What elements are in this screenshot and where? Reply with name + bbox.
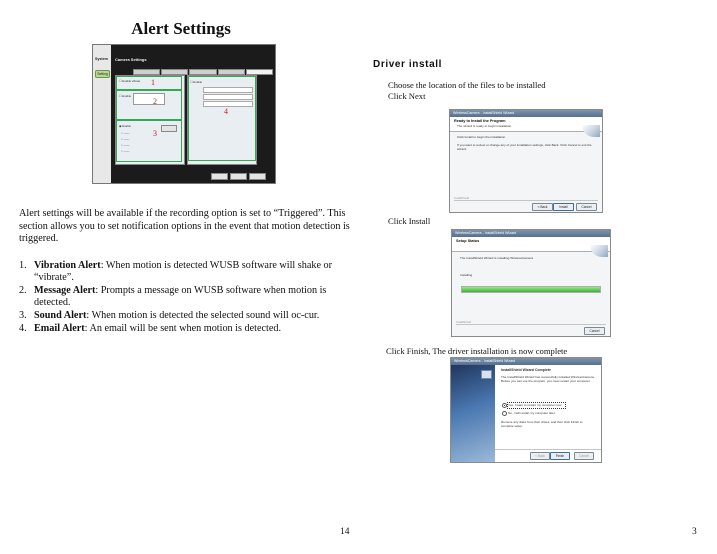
installer-complete-screenshot xyxy=(450,357,602,463)
title-bar xyxy=(450,110,602,117)
wizard-body-text: Click Install to begin the installation. xyxy=(457,135,507,139)
alert-list xyxy=(19,260,355,336)
cancel-button xyxy=(249,173,266,180)
wizard-side-graphic xyxy=(451,365,495,462)
restart-now-label: Yes, I want to restart my computer now. xyxy=(508,403,563,407)
marker-4: 4 xyxy=(224,107,228,116)
list-number: 3. xyxy=(19,310,27,321)
cancel-button: Cancel xyxy=(576,203,597,211)
restart-later-label: No, I will restart my computer later. xyxy=(508,411,556,415)
step3-text: Click Finish, The driver installation is now complete xyxy=(386,346,568,356)
installshield-label: InstallShield xyxy=(454,196,470,200)
alert-name: Sound Alert xyxy=(34,310,87,321)
wizard-body-text-2: If you want to review or change any of your installation settings, click Back. Click Cancel to exit the wizard. xyxy=(457,143,592,152)
window-title: WirelessCamera - InstallShield Wizard xyxy=(454,359,516,363)
install-progress-bar xyxy=(461,286,601,293)
wizard-header-subtitle: The wizard is ready to begin installation. xyxy=(457,124,513,128)
settings-sidebar xyxy=(93,45,111,183)
vibration-option: ☐ Enable vibrate xyxy=(119,79,141,83)
back-button: < Back xyxy=(532,203,553,211)
section-heading: Driver install xyxy=(373,59,442,70)
separator xyxy=(495,449,601,450)
wizard-header-title: Setup Status xyxy=(456,239,480,243)
complete-note: Remove any disks from their drives, and then click Finish to complete setup. xyxy=(501,420,583,429)
email-option: ☐ Enable xyxy=(190,80,202,84)
list-item xyxy=(19,260,355,284)
installing-label: Installing xyxy=(460,273,473,277)
sound-list-2: ○ ─── xyxy=(121,137,130,141)
list-number: 1. xyxy=(19,260,27,271)
window-title: WirelessCamera - InstallShield Wizard xyxy=(453,111,515,115)
wizard-header xyxy=(450,117,602,132)
computer-icon xyxy=(481,370,492,379)
camera-settings-screenshot xyxy=(92,44,276,184)
progress-fill xyxy=(462,287,600,292)
apply-button xyxy=(230,173,247,180)
setting-button: Setting xyxy=(95,70,110,78)
title-bar xyxy=(452,230,610,237)
marker-2: 2 xyxy=(153,97,157,106)
back-button: < Back xyxy=(530,452,550,460)
list-item xyxy=(19,310,355,322)
list-item xyxy=(19,285,355,309)
alert-desc: : When motion is detected the selected sound will oc-cur. xyxy=(86,310,320,321)
list-number: 2. xyxy=(19,285,27,296)
complete-body: The InstallShield Wizard has successfully installed WirelessCamera. Before you can use the program, you must restart your computer. xyxy=(501,375,595,384)
page-number-left: 14 xyxy=(340,527,350,537)
list-number: 4. xyxy=(19,323,27,334)
install-button: Install xyxy=(553,203,574,211)
installshield-label: InstallShield xyxy=(456,320,472,324)
alert-desc: : An email will be sent when motion is detected. xyxy=(84,323,282,334)
marker-1: 1 xyxy=(151,78,155,87)
alert-name: Message Alert xyxy=(34,285,96,296)
ok-button xyxy=(211,173,228,180)
camera-settings-title: Camera Settings xyxy=(115,57,147,62)
complete-title: InstallShield Wizard Complete xyxy=(501,368,551,372)
page-number-right: 3 xyxy=(692,527,697,537)
sound-list-3: ○ ─── xyxy=(121,143,130,147)
status-text: The InstallShield Wizard is installing WirelessCamera xyxy=(460,256,534,260)
alert-name: Vibration Alert xyxy=(34,260,101,271)
email-field-2 xyxy=(203,94,253,100)
marker-3: 3 xyxy=(153,129,157,138)
list-item xyxy=(19,323,355,335)
installer-status-screenshot xyxy=(451,229,611,337)
finish-button: Finish xyxy=(550,452,570,460)
separator xyxy=(456,324,606,325)
step1-line1: Choose the location of the files to be installed xyxy=(388,80,546,90)
message-textbox xyxy=(133,93,165,105)
sound-test-button xyxy=(161,125,177,132)
sound-list-4: ○ ─── xyxy=(121,149,130,153)
window-title: WirelessCamera - InstallShield Wizard xyxy=(455,231,517,235)
wizard-header-title: Ready to Install the Program xyxy=(454,119,506,123)
alert-desc: : When motion is detected WUSB software will shake or “vibrate”. xyxy=(34,260,333,283)
alert-description: Alert settings will be available if the recording option is set to “Triggered”. This section allows you to set notification options in the event that motion detection is triggered. xyxy=(19,208,350,245)
cancel-button: Cancel xyxy=(584,327,605,335)
step2-text: Click Install xyxy=(388,216,431,226)
sound-list-1: ○ ─── xyxy=(121,131,130,135)
alert-name: Email Alert xyxy=(34,323,85,334)
sound-option: ◉ Enable xyxy=(119,124,131,128)
restart-later-radio xyxy=(502,411,507,416)
email-field-1 xyxy=(203,87,253,93)
cancel-button: Cancel xyxy=(574,452,594,460)
title-bar xyxy=(451,358,601,365)
page-title: Alert Settings xyxy=(131,19,231,38)
email-field-3 xyxy=(203,101,253,107)
alert-desc: : Prompts a message on WUSB software when motion is detected. xyxy=(34,285,327,308)
installer-ready-screenshot xyxy=(449,109,603,213)
wizard-header xyxy=(452,237,610,252)
step1-line2: Click Next xyxy=(388,91,426,101)
sidebar-label-system: System xyxy=(95,57,108,61)
separator xyxy=(454,200,598,201)
message-option: ☐ Enable xyxy=(119,94,131,98)
